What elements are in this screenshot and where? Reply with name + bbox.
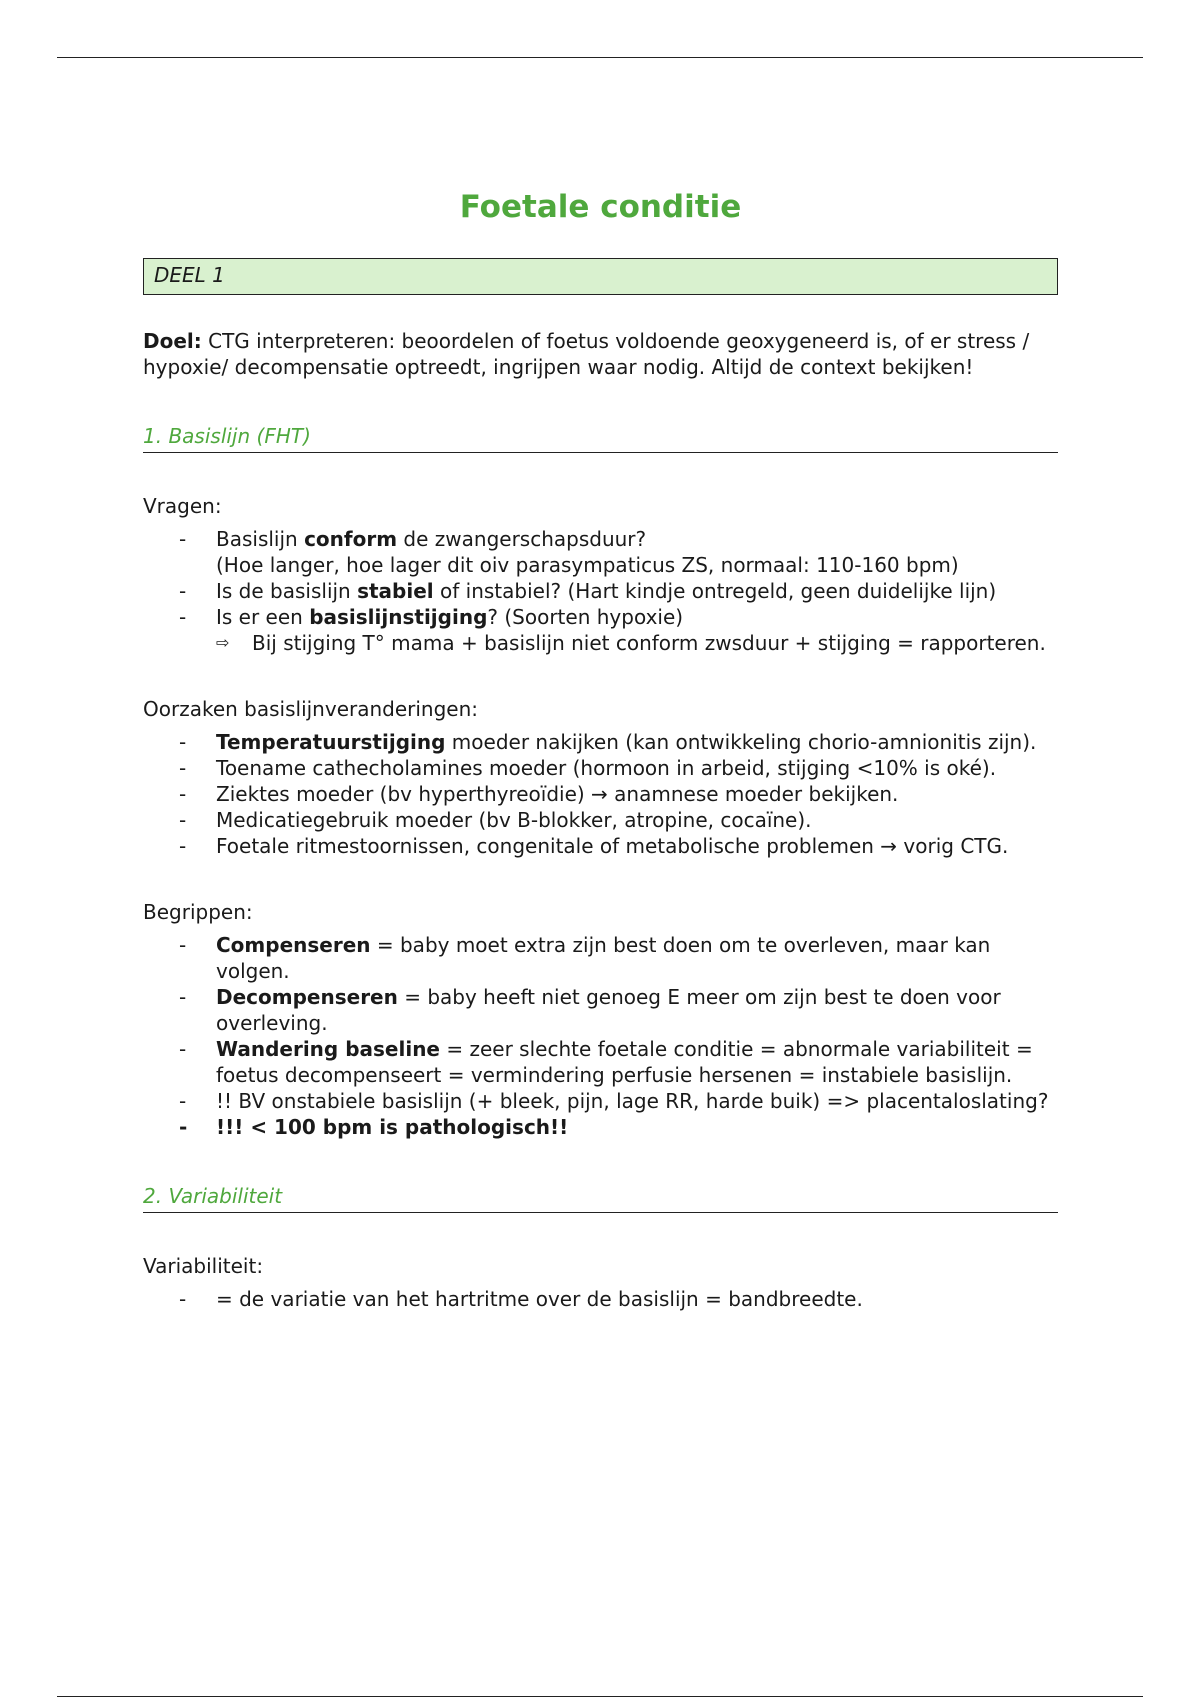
item-text: Is er een: [216, 605, 310, 629]
sub-item-text: Bij stijging T° mama + basislijn niet conform zwsduur + stijging = rapporteren.: [252, 631, 1046, 655]
arrow-right-icon: ⇨: [216, 633, 230, 652]
dash-bullet: -: [179, 1089, 187, 1113]
item-bold: Decompenseren: [216, 985, 398, 1009]
dash-bullet: -: [179, 985, 187, 1009]
section-heading-variabiliteit: 2. Variabiliteit: [143, 1183, 1058, 1213]
doel-label: Doel:: [143, 329, 202, 353]
list-item: [143, 604, 1058, 656]
begrippen-list: [143, 932, 1058, 1140]
oorzaken-list: [143, 729, 1058, 859]
doel-paragraph: [143, 328, 1055, 380]
item-bold: basislijnstijging: [309, 605, 488, 629]
item-bold: !!! < 100 bpm is pathologisch!!: [216, 1115, 569, 1139]
dash-bullet: -: [179, 1287, 187, 1311]
item-text: Toename cathecholamines moeder (hormoon in arbeid, stijging <10% is oké).: [216, 756, 997, 780]
top-rule: [57, 57, 1143, 58]
item-text: ? (Soorten hypoxie): [487, 605, 684, 629]
document-body: [143, 170, 1058, 1312]
list-item: [143, 1114, 1058, 1140]
item-text: Ziektes moeder (bv hyperthyreoïdie) → anamnese moeder bekijken.: [216, 782, 899, 806]
begrippen-label: Begrippen:: [143, 900, 253, 924]
section-heading-basislijn: 1. Basislijn (FHT): [143, 423, 1058, 453]
list-item: [143, 1036, 1058, 1088]
list-item: [143, 833, 1058, 859]
list-item: [143, 729, 1058, 755]
deel-banner: DEEL 1: [143, 258, 1058, 295]
list-item: [143, 578, 1058, 604]
item-text: Is de basislijn: [216, 579, 358, 603]
item-bold: Compenseren: [216, 933, 371, 957]
dash-bullet: -: [179, 782, 187, 806]
item-bold: Temperatuurstijging: [216, 730, 446, 754]
dash-bullet: -: [179, 756, 187, 780]
item-text: !! BV onstabiele basislijn (+ bleek, pijn, lage RR, harde buik) => placentaloslating?: [216, 1089, 1049, 1113]
dash-bullet: -: [179, 605, 187, 629]
dash-bullet: -: [179, 579, 187, 603]
page-title: Foetale conditie: [459, 189, 742, 225]
item-bold: stabiel: [357, 579, 434, 603]
item-bold: conform: [304, 527, 398, 551]
list-item: [143, 755, 1058, 781]
list-item: [143, 932, 1058, 984]
dash-bullet: -: [179, 834, 187, 858]
item-bold: Wandering baseline: [216, 1037, 440, 1061]
list-item: [143, 781, 1058, 807]
variabiliteit-list: [143, 1286, 1058, 1312]
list-item: [143, 1286, 1058, 1312]
list-item: [143, 1088, 1058, 1114]
item-text: moeder nakijken (kan ontwikkeling chorio-amnionitis zijn).: [445, 730, 1037, 754]
item-text: de zwangerschapsduur?: [397, 527, 647, 551]
item-text: Basislijn: [216, 527, 305, 551]
dash-bullet: -: [179, 1037, 187, 1061]
list-item: [143, 526, 1058, 578]
vragen-list: [143, 526, 1058, 656]
item-text: = zeer slechte foetale conditie = abnormale variabiliteit = foetus decompenseert = vermindering perfusie hersenen = instabiele basislijn.: [216, 1037, 1033, 1087]
list-item: [143, 984, 1058, 1036]
item-text-line2: (Hoe langer, hoe lager dit oiv parasympaticus ZS, normaal: 110-160 bpm): [216, 553, 959, 577]
dash-bullet: -: [179, 933, 187, 957]
sub-item: [216, 630, 1058, 656]
oorzaken-label: Oorzaken basislijnveranderingen:: [143, 697, 479, 721]
vragen-label: Vragen:: [143, 494, 222, 518]
item-text: = baby moet extra zijn best doen om te overleven, maar kan volgen.: [216, 933, 991, 983]
doel-text: CTG interpreteren: beoordelen of foetus voldoende geoxygeneerd is, of er stress / hypoxie/ decompensatie optreedt, ingrijpen waar nodig. Altijd de context bekijken!: [143, 329, 1030, 379]
dash-bullet: -: [179, 527, 187, 551]
item-text: Medicatiegebruik moeder (bv B-blokker, atropine, cocaïne).: [216, 808, 812, 832]
variabiliteit-label: Variabiliteit:: [143, 1254, 264, 1278]
dash-bullet: -: [179, 808, 187, 832]
item-text: = de variatie van het hartritme over de basislijn = bandbreedte.: [216, 1287, 863, 1311]
bottom-rule: [57, 1696, 1143, 1697]
list-item: [143, 807, 1058, 833]
item-text: = baby heeft niet genoeg E meer om zijn best te doen voor overleving.: [216, 985, 1001, 1035]
item-text: Foetale ritmestoornissen, congenitale of metabolische problemen → vorig CTG.: [216, 834, 1009, 858]
item-text: of instabiel? (Hart kindje ontregeld, geen duidelijke lijn): [433, 579, 997, 603]
dash-bullet: -: [179, 1115, 188, 1139]
dash-bullet: -: [179, 730, 187, 754]
